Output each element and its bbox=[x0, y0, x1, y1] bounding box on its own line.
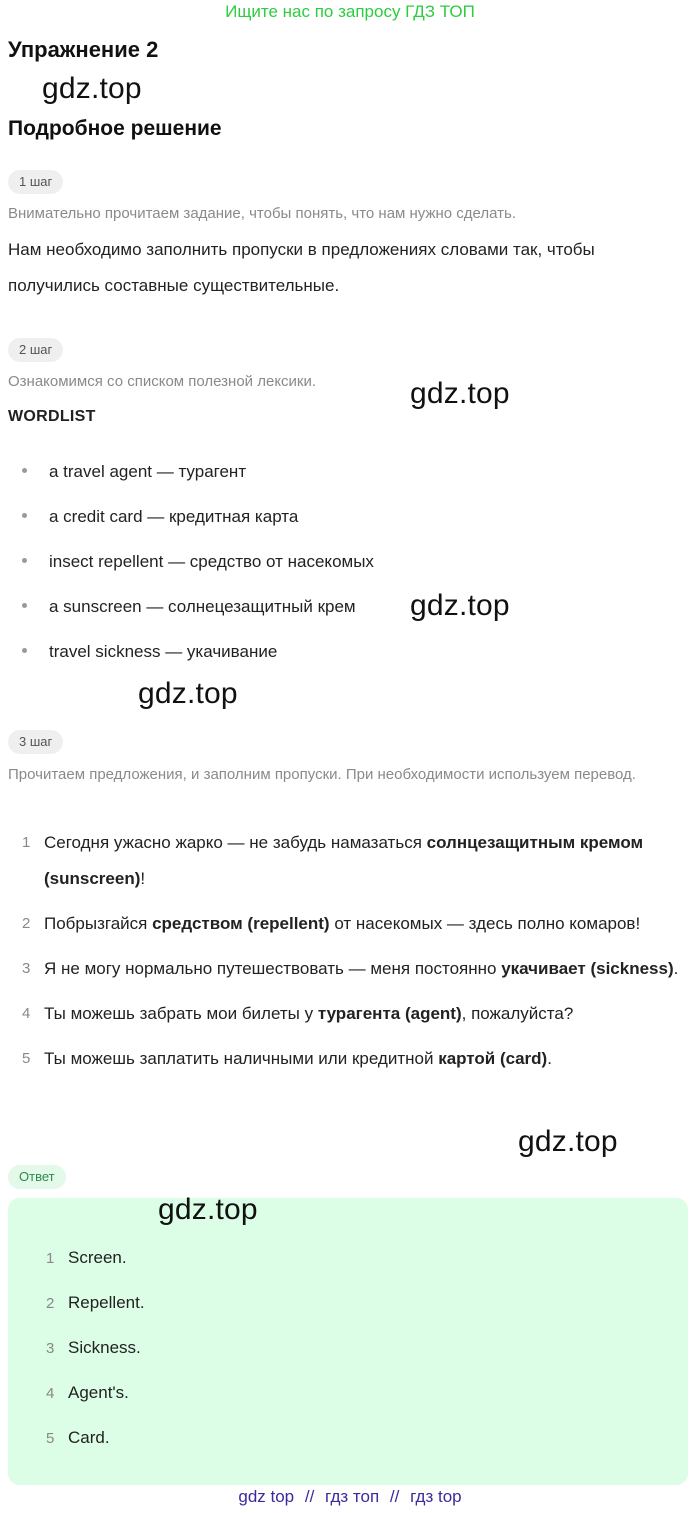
item-number: 2 bbox=[22, 915, 31, 932]
item-number: 3 bbox=[46, 1340, 55, 1357]
list-item bbox=[22, 996, 692, 1032]
answer-text: Screen. bbox=[68, 1248, 127, 1267]
list-item bbox=[22, 1041, 692, 1077]
list-item bbox=[22, 825, 692, 897]
answer-text: Card. bbox=[68, 1428, 110, 1447]
item-number: 5 bbox=[22, 1050, 31, 1067]
list-item bbox=[46, 1334, 145, 1379]
answer-badge: Ответ bbox=[8, 1165, 66, 1189]
wordlist bbox=[22, 459, 374, 684]
list-item bbox=[22, 504, 374, 549]
footer-links bbox=[0, 1487, 700, 1507]
footer-link[interactable]: гдз топ bbox=[325, 1487, 380, 1506]
watermark: gdz.top bbox=[518, 1125, 618, 1158]
sentence-text: . bbox=[673, 959, 679, 978]
watermark: gdz.top bbox=[138, 677, 238, 710]
word-entry: a credit card — кредитная карта bbox=[49, 507, 299, 526]
step-1-badge: 1 шаг bbox=[8, 170, 63, 194]
exercise-title: Упражнение 2 bbox=[8, 37, 159, 62]
answer-text: Sickness. bbox=[68, 1338, 141, 1357]
item-number: 4 bbox=[22, 1005, 31, 1022]
answer-word: картой (card) bbox=[438, 1049, 548, 1068]
sentence-text: Сегодня ужасно жарко — не забудь намазаться bbox=[44, 833, 427, 852]
item-number: 3 bbox=[22, 960, 31, 977]
answer-word: средством (repellent) bbox=[152, 914, 330, 933]
item-number: 4 bbox=[46, 1385, 55, 1402]
sentence-text: ! bbox=[140, 869, 146, 888]
footer-separator: // bbox=[304, 1487, 315, 1506]
item-number: 1 bbox=[46, 1250, 55, 1267]
sentence-text: , пожалуйста? bbox=[461, 1004, 574, 1023]
word-entry: travel sickness — укачивание bbox=[49, 642, 278, 661]
sentence-text: . bbox=[547, 1049, 552, 1068]
step-1-hint: Внимательно прочитаем задание, чтобы понять, что нам нужно сделать. bbox=[8, 205, 517, 222]
step-2-hint: Ознакомимся со списком полезной лексики. bbox=[8, 373, 317, 390]
sentence-text: Ты можешь забрать мои билеты у bbox=[44, 1004, 318, 1023]
section-title: Подробное решение bbox=[8, 117, 222, 140]
sentence-list bbox=[22, 825, 692, 1086]
list-item bbox=[46, 1379, 145, 1424]
list-item bbox=[22, 594, 374, 639]
list-item bbox=[22, 906, 692, 942]
answer-text: Agent's. bbox=[68, 1383, 129, 1402]
item-number: 5 bbox=[46, 1430, 55, 1447]
word-entry: a travel agent — турагент bbox=[49, 462, 247, 481]
bullet-icon bbox=[22, 648, 27, 653]
wordlist-title: WORDLIST bbox=[8, 408, 96, 425]
step-3-hint: Прочитаем предложения, и заполним пропуски. При необходимости используем перевод. bbox=[8, 766, 636, 783]
sentence-text: Я не могу нормально путешествовать — меня постоянно bbox=[44, 959, 502, 978]
search-banner: Ищите нас по запросу ГДЗ ТОП bbox=[225, 2, 475, 21]
bullet-icon bbox=[22, 603, 27, 608]
step-2-badge: 2 шаг bbox=[8, 338, 63, 362]
word-entry: a sunscreen — солнецезащитный крем bbox=[49, 597, 356, 616]
list-item bbox=[46, 1244, 145, 1289]
footer-link[interactable]: gdz top bbox=[238, 1487, 295, 1506]
answer-word: турагента (agent) bbox=[317, 1004, 462, 1023]
watermark: gdz.top bbox=[42, 72, 142, 105]
sentence-text: от насекомых — здесь полно комаров! bbox=[329, 914, 641, 933]
footer-link[interactable]: гдз top bbox=[410, 1487, 462, 1506]
list-item bbox=[22, 951, 692, 987]
sentence-text: Побрызгайся bbox=[44, 914, 153, 933]
bullet-icon bbox=[22, 513, 27, 518]
word-entry: insect repellent — средство от насекомых bbox=[49, 552, 374, 571]
list-item bbox=[22, 549, 374, 594]
list-item bbox=[22, 459, 374, 504]
answer-word: укачивает (sickness) bbox=[501, 959, 674, 978]
item-number: 1 bbox=[22, 834, 31, 851]
list-item bbox=[46, 1424, 145, 1469]
watermark: gdz.top bbox=[410, 589, 510, 622]
answer-text: Repellent. bbox=[68, 1293, 145, 1312]
step-3-badge: 3 шаг bbox=[8, 730, 63, 754]
list-item bbox=[46, 1289, 145, 1334]
answer-list bbox=[46, 1244, 145, 1469]
watermark: gdz.top bbox=[410, 377, 510, 410]
sentence-text: Ты можешь заплатить наличными или кредитной bbox=[44, 1049, 439, 1068]
watermark: gdz.top bbox=[158, 1193, 258, 1226]
footer-separator: // bbox=[389, 1487, 400, 1506]
answer-word: солнцезащитным кремом (sunscreen) bbox=[44, 833, 644, 888]
step-1-text: Нам необходимо заполнить пропуски в предложениях словами так, чтобы получились составные существительные. bbox=[8, 240, 595, 295]
item-number: 2 bbox=[46, 1295, 55, 1312]
bullet-icon bbox=[22, 468, 27, 473]
bullet-icon bbox=[22, 558, 27, 563]
